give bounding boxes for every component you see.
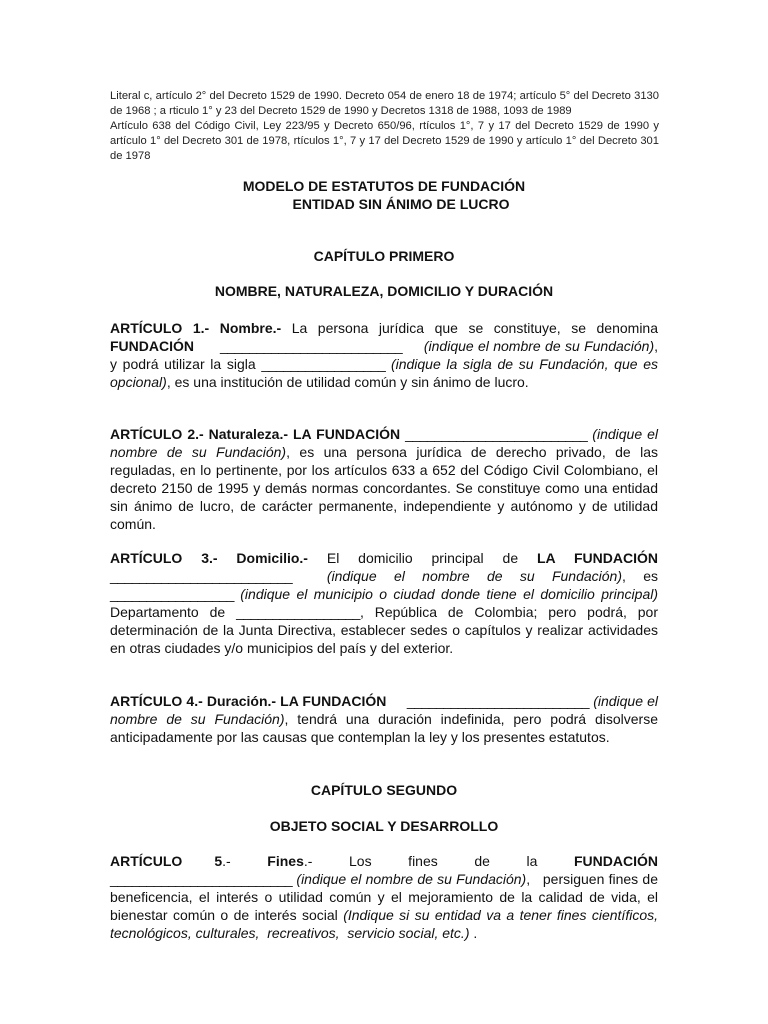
article-5-text-1: .- Los fines de la [303, 853, 574, 869]
article-5-fundacion: FUNDACIÓN [574, 853, 658, 869]
article-5-hint-fines: (Indique si su entidad va a tener fines científicos, tecnológicos, culturales, recreativos, servicio social, etc.) [110, 907, 662, 941]
article-2-name-blank: _________________________ [405, 426, 588, 442]
article-2 [110, 425, 658, 533]
legal-reference-1: Literal c, artículo 2° del Decreto 1529 de 1990. Decreto 054 de enero 18 de 1974; artículo 5° del Decreto 3130 de 1968 ; a rticulo 1° y 23 del Decreto 1529 de 1990 y Decretos 1318 de 1988, 1093 de 1989 [110, 90, 659, 117]
title-line-2: ENTIDAD SIN ÁNIMO DE LUCRO [292, 196, 510, 212]
legal-references [110, 89, 659, 164]
chapter-2-heading: CAPÍTULO SEGUNDO [310, 782, 458, 798]
article-1-hint-name: (indique el nombre de su Fundación) [423, 338, 655, 354]
article-1 [110, 319, 658, 391]
article-3-text-2: , es [622, 568, 658, 584]
article-1-fundacion: FUNDACIÓN [110, 338, 194, 354]
article-1-hint-sigla: (indique la sigla de su Fundación, que es opcional) [110, 356, 658, 390]
article-3-text-4: , República de Colombia; pero podrá, por determinación de la Junta Directiva, establecer sedes o capítulos y realizar actividades en otras ciudades y/o municipios del país y del exterior. [110, 604, 658, 656]
article-5-label: ARTÍCULO 5 [110, 853, 223, 869]
title-line-1: MODELO DE ESTATUTOS DE FUNDACIÓN [242, 178, 526, 194]
article-3-name-blank: _________________________ [110, 568, 293, 584]
article-5 [110, 852, 662, 942]
article-1-text-2: , y podrá utilizar la sigla [110, 338, 659, 372]
article-3-department-blank: _________________ [236, 604, 360, 620]
article-4-hint-name: (indique el nombre de su Fundación) [110, 693, 658, 727]
article-3-text-1: El domicilio principal de [307, 550, 537, 566]
article-5-name-blank: _________________________ [110, 871, 293, 887]
article-3-hint-city: (indique el municipio o ciudad donde tiene el domicilio principal) [240, 586, 659, 602]
article-2-text: , es una persona jurídica de derecho privado, de las reguladas, en lo pertinente, por los artículos 633 a 652 del Código Civil Colombiano, el decreto 2150 de 1995 y demás normas concordantes. Se constituye como una entidad sin ánimo de lucro, de carácter permanente, independiente y autónomo y de utilidad común. [110, 444, 658, 532]
chapter-2-subheading: OBJETO SOCIAL Y DESARROLLO [269, 818, 499, 834]
article-5-fines: Fines [267, 853, 304, 869]
article-4-name-blank: _________________________ [406, 693, 590, 709]
chapter-1-heading: CAPÍTULO PRIMERO [313, 248, 455, 264]
article-5-hint-name: (indique el nombre de su Fundación) [296, 871, 527, 887]
article-5-text-3: . [469, 925, 478, 941]
article-3 [110, 549, 658, 657]
chapter-1-subheading: NOMBRE, NATURALEZA, DOMICILIO Y DURACIÓN [214, 283, 554, 299]
article-4 [110, 692, 658, 746]
article-1-name-blank: _________________________ [220, 338, 403, 354]
document-title [110, 177, 658, 213]
article-1-text-3: , es una institución de utilidad común y sin ánimo de lucro. [166, 374, 529, 390]
article-3-text-3: Departamento de [110, 604, 237, 620]
legal-reference-2: Artículo 638 del Código Civil, Ley 223/95 y Decreto 650/96, rtículos 1°, 7 y 17 del Decreto 1529 de 1990 y artículo 1° del Decreto 301 de 1978, rtículos 1°, 7 y 17 del Decreto 1529 de 1990 y artículo 1° del Decreto 301 de 1978 [110, 120, 659, 162]
article-5-dot: .- [222, 853, 231, 869]
article-5-text-2: , persiguen fines de beneficencia, el interés o utilidad común y el mejoramiento de la calidad de vida, el bienestar común o de interés social [110, 871, 662, 923]
article-1-text-1: La persona jurídica que se constituye, se denomina [281, 320, 659, 336]
article-3-fundacion: LA FUNDACIÓN [536, 550, 658, 566]
article-1-label: ARTÍCULO 1.- Nombre.- [110, 320, 282, 336]
article-1-sigla-blank: _________________ [261, 356, 386, 372]
article-2-label: ARTÍCULO 2.- Naturaleza.- LA FUNDACIÓN [110, 426, 401, 442]
article-2-hint-name: (indique el nombre de su Fundación) [110, 426, 659, 460]
article-3-hint-name: (indique el nombre de su Fundación) [326, 568, 622, 584]
article-3-city-blank: _________________ [110, 586, 234, 602]
article-4-label: ARTÍCULO 4.- Duración.- LA FUNDACIÓN [110, 693, 387, 709]
article-4-text: , tendrá una duración indefinida, pero podrá disolverse anticipadamente por las causas que contemplan la ley y los presentes estatutos. [110, 711, 658, 745]
article-3-label: ARTÍCULO 3.- Domicilio.- [110, 550, 308, 566]
